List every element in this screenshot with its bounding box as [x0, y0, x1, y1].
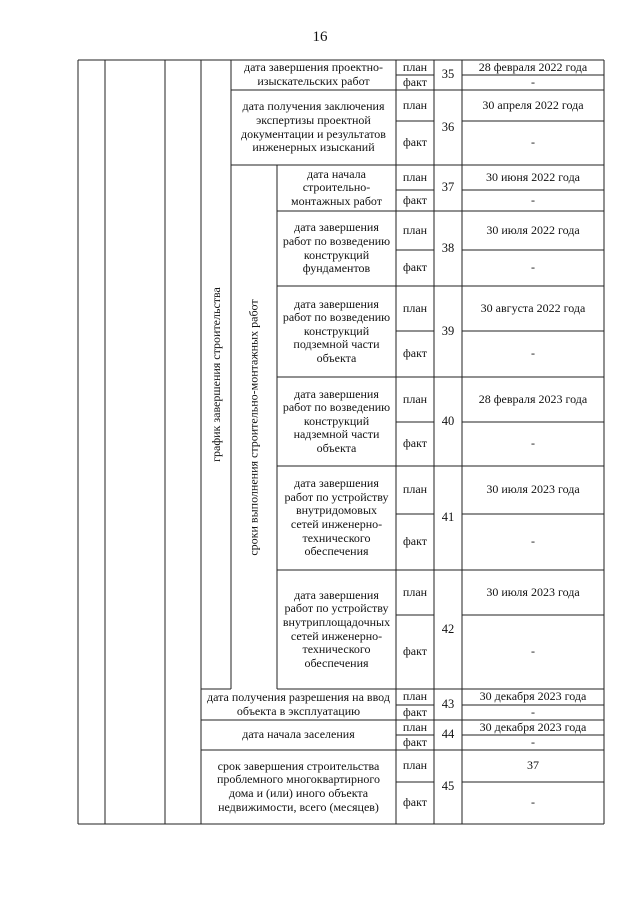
plan-label: план	[402, 758, 428, 773]
row-label: дата получения разрешения на ввод объекта в эксплуатацию	[207, 689, 390, 718]
plan-label: план	[402, 482, 428, 497]
plan-label: план	[402, 169, 428, 184]
fact-label: факт	[402, 346, 428, 361]
fact-label: факт	[402, 704, 428, 719]
plan-label: план	[402, 97, 428, 112]
row-label: дата завершения работ по устройству внутриплощадочных сетей инженерно-технического обеспечения	[282, 587, 391, 670]
row-number: 44	[441, 727, 455, 742]
row-number: 39	[441, 323, 455, 338]
row-number: 41	[441, 510, 455, 525]
plan-value: 30 декабря 2023 года	[479, 719, 587, 734]
plan-value: 30 августа 2022 года	[480, 300, 586, 315]
plan-label: план	[402, 222, 428, 237]
construction-terms-group-label: сроки выполнения строительно-монтажных работ	[246, 298, 261, 556]
fact-label: факт	[402, 74, 428, 89]
row-label: дата начала заселения	[242, 727, 355, 742]
fact-label: факт	[402, 534, 428, 549]
row-number: 42	[441, 621, 455, 636]
fact-label: факт	[402, 795, 428, 810]
fact-label: факт	[402, 436, 428, 451]
fact-value: -	[531, 795, 535, 810]
plan-label: план	[402, 391, 428, 406]
schedule-group-label: график завершения строительства	[209, 287, 223, 462]
fact-value: -	[531, 534, 535, 549]
plan-value: 30 июля 2023 года	[486, 482, 580, 497]
plan-label: план	[402, 689, 428, 704]
plan-label: план	[402, 300, 428, 315]
row-number: 35	[441, 67, 455, 82]
row-number: 43	[441, 696, 455, 711]
fact-value: -	[531, 346, 535, 361]
row-number: 37	[441, 180, 455, 195]
plan-value: 30 апреля 2022 года	[482, 97, 584, 112]
plan-value: 30 июня 2022 года	[485, 169, 581, 184]
fact-label: факт	[402, 135, 428, 150]
plan-label: план	[402, 59, 428, 74]
fact-value: -	[531, 135, 535, 150]
row-label: дата получения заключения экспертизы проектной документации и результатов инженерных изысканий	[241, 99, 386, 155]
row-label: дата завершения работ по возведению конструкций фундаментов	[282, 220, 391, 276]
row-label: дата завершения проектно-изыскательских работ	[244, 60, 383, 88]
fact-value: -	[531, 644, 535, 659]
plan-value: 30 июля 2023 года	[486, 584, 580, 599]
plan-label: план	[402, 584, 428, 599]
fact-value: -	[531, 436, 535, 451]
fact-label: факт	[402, 734, 428, 749]
row-label: срок завершения строительства проблемного многоквартирного дома и (или) иного объекта недвижимости, всего (месяцев)	[216, 758, 381, 814]
row-number: 45	[441, 779, 455, 794]
fact-value: -	[531, 192, 535, 207]
fact-label: факт	[402, 192, 428, 207]
row-label: дата начала строительно-монтажных работ	[290, 166, 383, 208]
fact-value: -	[531, 260, 535, 275]
row-number: 36	[441, 119, 455, 134]
plan-value: 30 декабря 2023 года	[479, 689, 587, 704]
fact-value: -	[531, 734, 535, 749]
fact-label: факт	[402, 260, 428, 275]
plan-value: 28 февраля 2022 года	[478, 59, 588, 74]
plan-value: 37	[527, 758, 539, 773]
page-number: 16	[312, 29, 328, 45]
fact-label: факт	[402, 644, 428, 659]
row-number: 40	[441, 413, 455, 428]
fact-value: -	[531, 74, 535, 89]
row-label: дата завершения работ по устройству внутридомовых сетей инженерно-технического обеспечения	[284, 476, 389, 559]
plan-value: 28 февраля 2023 года	[478, 391, 588, 406]
plan-label: план	[402, 719, 428, 734]
row-label: дата завершения работ по возведению конструкций подземной части объекта	[282, 296, 391, 365]
row-label: дата завершения работ по возведению конструкций надземной части объекта	[282, 386, 391, 455]
fact-value: -	[531, 704, 535, 719]
row-number: 38	[441, 240, 455, 255]
plan-value: 30 июля 2022 года	[486, 222, 580, 237]
